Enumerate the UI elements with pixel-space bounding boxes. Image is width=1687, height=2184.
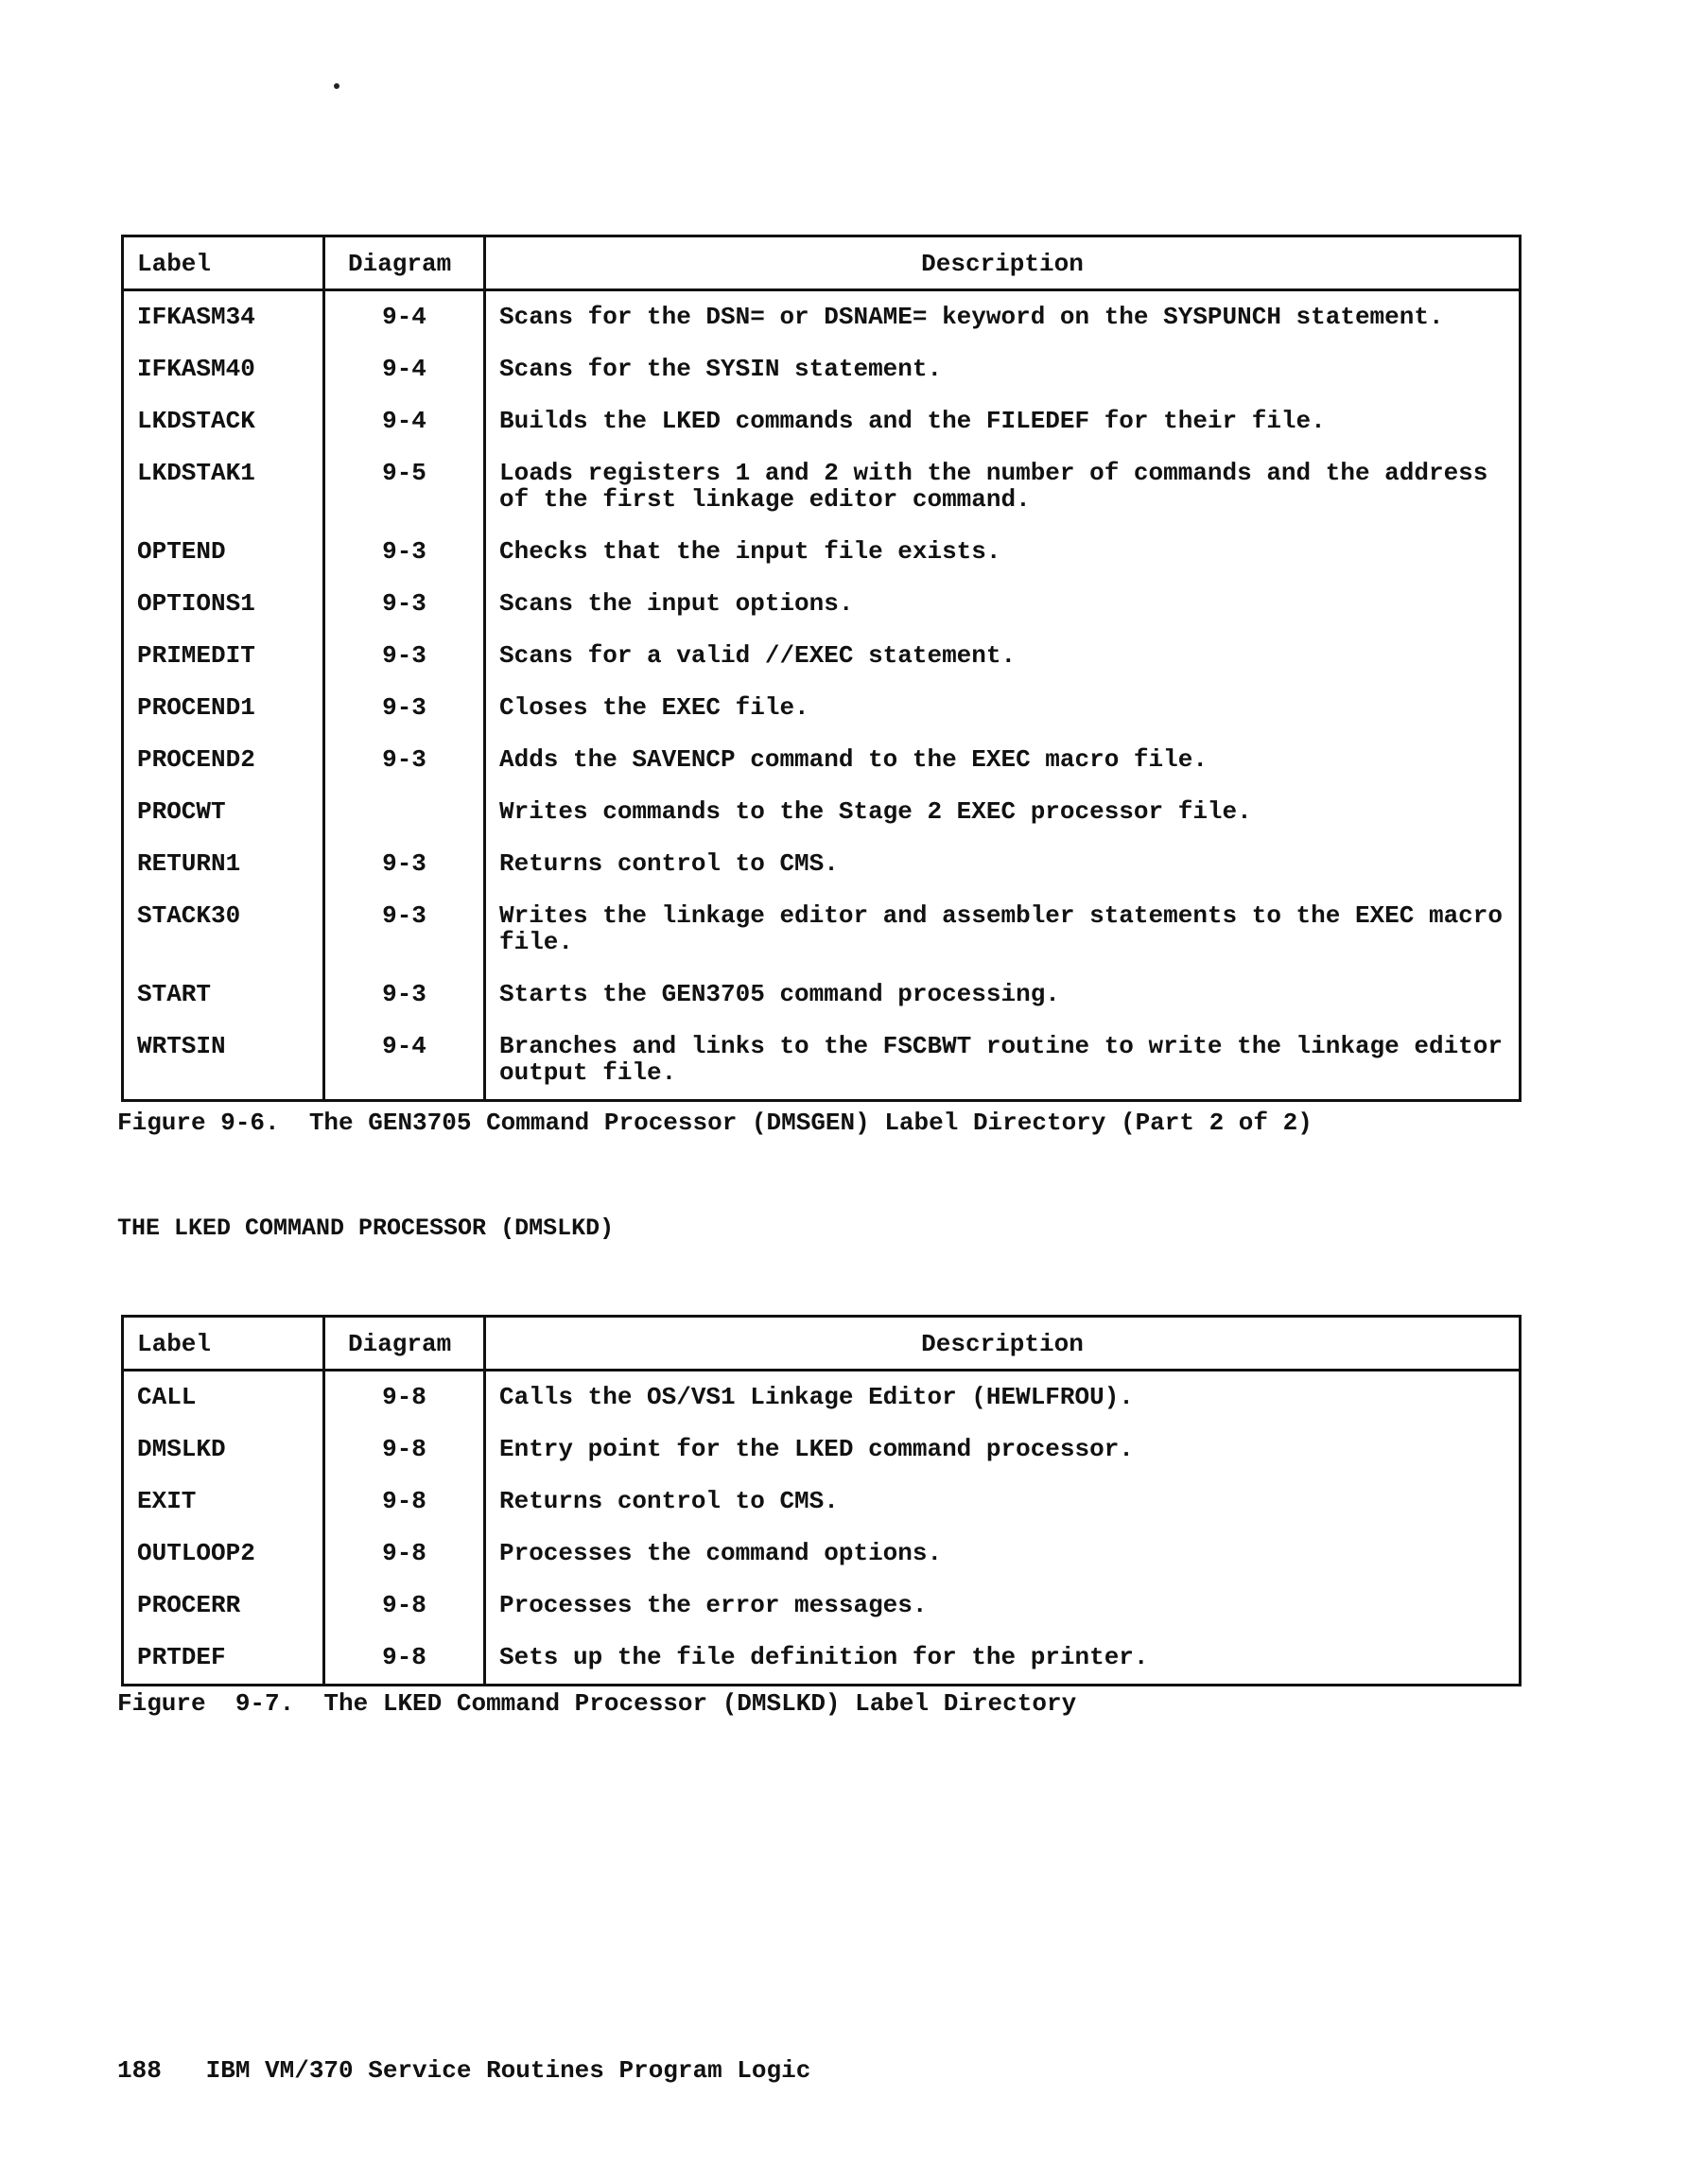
row-description: Entry point for the LKED command processor. xyxy=(485,1424,1521,1476)
row-description: Closes the EXEC file. xyxy=(485,682,1521,734)
section-title: THE LKED COMMAND PROCESSOR (DMSLKD) xyxy=(117,1214,615,1242)
row-description: Processes the error messages. xyxy=(485,1580,1521,1632)
row-diagram: 9-3 xyxy=(324,838,485,890)
row-diagram: 9-5 xyxy=(324,447,485,526)
column-header-label: Label xyxy=(123,1317,324,1371)
table-row xyxy=(123,890,1521,969)
row-diagram: 9-4 xyxy=(324,343,485,395)
row-description: Returns control to CMS. xyxy=(485,1476,1521,1528)
table-row xyxy=(123,682,1521,734)
table-row xyxy=(123,1371,1521,1424)
table-row xyxy=(123,1528,1521,1580)
row-diagram: 9-8 xyxy=(324,1476,485,1528)
row-label: IFKASM34 xyxy=(137,303,255,331)
row-diagram: 9-8 xyxy=(324,1371,485,1424)
table-row xyxy=(123,447,1521,526)
row-description: Processes the command options. xyxy=(485,1528,1521,1580)
row-diagram: 9-3 xyxy=(324,682,485,734)
row-description: Calls the OS/VS1 Linkage Editor (HEWLFROU). xyxy=(485,1371,1521,1424)
table-row xyxy=(123,578,1521,630)
table-row xyxy=(123,395,1521,447)
row-label: PRTDEF xyxy=(137,1643,226,1671)
row-description: Loads registers 1 and 2 with the number of commands and the address of the first linkage editor command. xyxy=(485,447,1521,526)
figure-caption-9-7: Figure 9-7. The LKED Command Processor (DMSLKD) Label Directory xyxy=(117,1689,1077,1718)
row-label: EXIT xyxy=(137,1487,197,1515)
row-description: Writes commands to the Stage 2 EXEC processor file. xyxy=(485,786,1521,838)
row-diagram xyxy=(324,786,485,838)
column-header-description: Description xyxy=(485,1317,1521,1371)
column-header-description: Description xyxy=(485,236,1521,290)
row-label: OPTIONS1 xyxy=(137,589,255,618)
row-description: Starts the GEN3705 command processing. xyxy=(485,969,1521,1021)
row-description: Returns control to CMS. xyxy=(485,838,1521,890)
table-row xyxy=(123,526,1521,578)
table-row xyxy=(123,290,1521,344)
table-row xyxy=(123,734,1521,786)
table-row xyxy=(123,1021,1521,1101)
row-description: Scans the input options. xyxy=(485,578,1521,630)
row-description: Writes the linkage editor and assembler statements to the EXEC macro file. xyxy=(485,890,1521,969)
row-description: Scans for the SYSIN statement. xyxy=(485,343,1521,395)
row-label: WRTSIN xyxy=(137,1032,226,1060)
row-label: CALL xyxy=(137,1383,197,1411)
label-directory-table-lked xyxy=(121,1315,1522,1686)
row-diagram: 9-4 xyxy=(324,395,485,447)
row-label: PRIMEDIT xyxy=(137,641,255,670)
row-label: IFKASM40 xyxy=(137,355,255,383)
row-diagram: 9-3 xyxy=(324,734,485,786)
label-directory-table-gen3705 xyxy=(121,235,1522,1102)
row-label: PROCEND1 xyxy=(137,693,255,722)
table-header-row xyxy=(123,236,1521,290)
row-diagram: 9-8 xyxy=(324,1528,485,1580)
row-diagram: 9-3 xyxy=(324,890,485,969)
row-description: Scans for a valid //EXEC statement. xyxy=(485,630,1521,682)
row-description: Scans for the DSN= or DSNAME= keyword on the SYSPUNCH statement. xyxy=(485,290,1521,344)
row-label: DMSLKD xyxy=(137,1435,226,1463)
row-label: PROCEND2 xyxy=(137,745,255,774)
page-footer: 188 IBM VM/370 Service Routines Program Logic xyxy=(117,2056,811,2085)
table-row xyxy=(123,1632,1521,1686)
row-label: STACK30 xyxy=(137,901,241,930)
table-row xyxy=(123,786,1521,838)
row-diagram: 9-8 xyxy=(324,1580,485,1632)
figure-caption-9-6: Figure 9-6. The GEN3705 Command Processor (DMSGEN) Label Directory (Part 2 of 2) xyxy=(117,1109,1313,1137)
table-body xyxy=(123,290,1521,1101)
row-description: Adds the SAVENCP command to the EXEC macro file. xyxy=(485,734,1521,786)
row-label: LKDSTAK1 xyxy=(137,459,255,487)
row-description: Builds the LKED commands and the FILEDEF for their file. xyxy=(485,395,1521,447)
row-description: Branches and links to the FSCBWT routine to write the linkage editor output file. xyxy=(485,1021,1521,1101)
row-diagram: 9-8 xyxy=(324,1424,485,1476)
table-row xyxy=(123,1424,1521,1476)
row-label: START xyxy=(137,980,212,1008)
column-header-diagram: Diagram xyxy=(324,1317,485,1371)
row-label: OUTLOOP2 xyxy=(137,1539,255,1567)
row-label: PROCWT xyxy=(137,797,226,826)
row-diagram: 9-3 xyxy=(324,578,485,630)
table-row xyxy=(123,969,1521,1021)
table-body xyxy=(123,1371,1521,1686)
row-diagram: 9-3 xyxy=(324,526,485,578)
row-label: RETURN1 xyxy=(137,849,241,878)
row-diagram: 9-4 xyxy=(324,1021,485,1101)
table-row xyxy=(123,1580,1521,1632)
table-row xyxy=(123,838,1521,890)
row-description: Sets up the file definition for the printer. xyxy=(485,1632,1521,1686)
column-header-diagram: Diagram xyxy=(324,236,485,290)
row-label: LKDSTACK xyxy=(137,407,255,435)
row-diagram: 9-4 xyxy=(324,290,485,344)
table-header-row xyxy=(123,1317,1521,1371)
table-row xyxy=(123,343,1521,395)
row-diagram: 9-3 xyxy=(324,969,485,1021)
stray-mark xyxy=(334,83,339,89)
row-diagram: 9-3 xyxy=(324,630,485,682)
row-diagram: 9-8 xyxy=(324,1632,485,1686)
table-row xyxy=(123,630,1521,682)
row-label: OPTEND xyxy=(137,537,226,566)
row-label: PROCERR xyxy=(137,1591,241,1619)
column-header-label: Label xyxy=(123,236,324,290)
row-description: Checks that the input file exists. xyxy=(485,526,1521,578)
table-row xyxy=(123,1476,1521,1528)
